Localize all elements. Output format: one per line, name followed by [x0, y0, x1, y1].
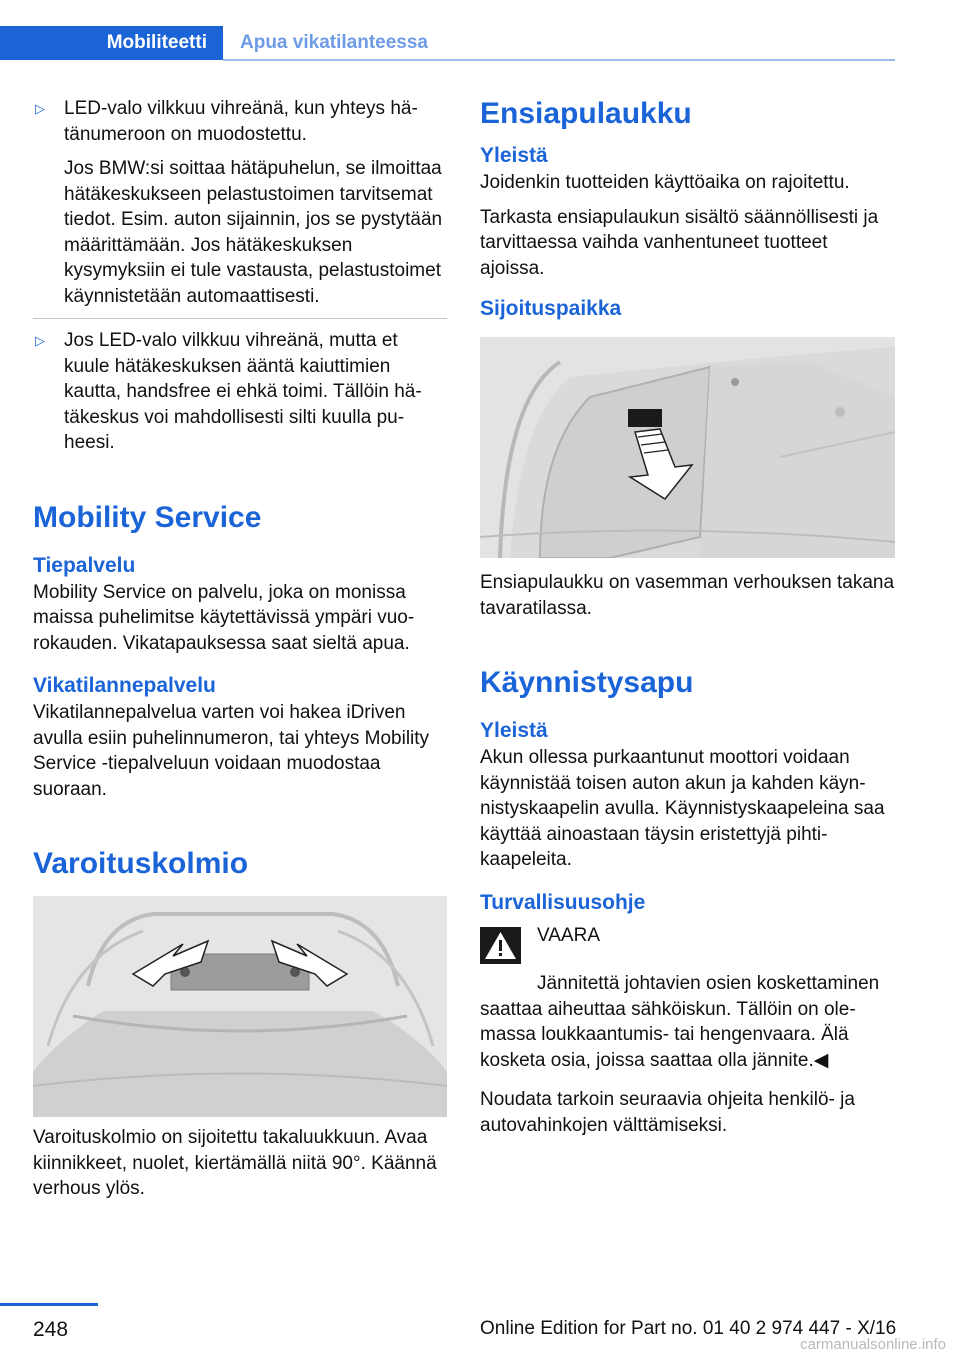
varoituskolmio-caption: Varoituskolmio on sijoitettu takaluukkuun. Avaa kiinnikkeet, nuolet, kiertämällä niitä 90°. Käännä verhous ylös.: [33, 1127, 437, 1199]
list-item-detail: Jos BMW:si soittaa hätäpuhelun, se ilmoittaa hätäkeskukseen pelastustoimen tarvitsemat tiedot. Esim. auton sijainnin, jos se pystytään määrittämään. Jos hätäkeskuksen kysymyksiin ei tule vastausta, pelastustoimet käynnistetään automaattisesti.: [64, 158, 443, 307]
kaynnistys-yleista-heading: Yleistä: [480, 719, 548, 742]
kaynnistys-paragraph-1: Akun ollessa purkaantunut moottori voidaan käynnistää toisen auton akun ja kahden käynnistyskaapelin avulla. Käynnistyskaapeleina saa käyttää ainoastaan täysin eristettyjä pihtikaapeleita.: [480, 747, 885, 870]
edition-line: Online Edition for Part no. 01 40 2 974 447 - X/16: [480, 1318, 897, 1339]
ensiapu-paragraph-1: Joidenkin tuotteiden käyttöaika on rajoitettu.: [480, 172, 850, 193]
warning-triangle-illustration: [33, 896, 447, 1117]
warning-text: Jännitettä johtavien osien koskettaminen saattaa aiheuttaa sähköiskun. Tällöin on olemassa loukkaantumis- tai hengenvaara. Älä kosketa osia, joissa saattaa olla jännite.◀: [480, 973, 880, 1071]
varoituskolmio-title: Varoituskolmio: [33, 847, 249, 880]
warning-block: [480, 921, 895, 972]
header-divider: [223, 59, 895, 61]
warning-label: VAARA: [537, 924, 601, 946]
tiepalvelu-text: Mobility Service on palvelu, joka on monissa maissa puhelimitse käytettävissä ympäri vuorokauden. Vikatapauksessa saat sieltä apua.: [33, 581, 415, 654]
bullet-triangle-icon: ▷: [35, 333, 45, 348]
sijoituspaikka-heading: Sijoituspaikka: [480, 297, 622, 320]
list-item: [33, 96, 447, 309]
breadcrumb: Apua vikatilanteessa: [240, 32, 428, 53]
list-item-text: LED-valo vilkkuu vihreänä, kun yhteys hätänumeroon on muodostettu.: [64, 98, 418, 145]
kaynnistys-paragraph-2: Noudata tarkoin seuraavia ohjeita henkilö- ja autovahinkojen välttämiseksi.: [480, 1089, 855, 1136]
list-item: [33, 318, 447, 456]
vikatilannepalvelu-heading: Vikatilannepalvelu: [33, 674, 216, 697]
watermark: carmanualsonline.info: [800, 1336, 946, 1353]
first-aid-kit-illustration: [480, 337, 895, 558]
ensiapu-paragraph-2: Tarkasta ensiapulaukun sisältö säännöllisesti ja tarvittaessa vaihda vanhentuneet tuotteet ajoissa.: [480, 206, 879, 279]
section-tab: Mobiliteetti: [0, 26, 223, 60]
tiepalvelu-heading: Tiepalvelu: [33, 553, 136, 577]
page-number: 248: [33, 1318, 69, 1341]
kaynnistysapu-title: Käynnistysapu: [480, 666, 694, 699]
warning-triangle-icon: [480, 921, 521, 972]
vikatilannepalvelu-text: Vikatilannepalvelua varten voi hakea iDriven avulla esiin puhelinnumeron, tai yhteys Mobility Service -tiepalveluun voidaan muodostaa suoraan.: [33, 702, 430, 800]
page-header: [0, 0, 895, 60]
ensiapu-caption: Ensiapulaukku on vasemman verhouksen takana tavaratilassa.: [480, 572, 895, 619]
left-column: [33, 96, 447, 1202]
footer-rule: [0, 1303, 98, 1306]
mobility-service-title: Mobility Service: [33, 500, 262, 534]
turvallisuusohje-heading: Turvallisuusohje: [480, 890, 646, 914]
bullet-triangle-icon: ▷: [35, 101, 45, 116]
ensiapu-yleista-heading: Yleistä: [480, 144, 548, 167]
right-column: [480, 96, 895, 1138]
list-item-text: Jos LED-valo vilkkuu vihreänä, mutta et kuule hätäkeskuksen ääntä kaiuttimien kautta, handsfree ei ehkä toimi. Tällöin hätäkeskus voi mahdollisesti silti kuulla puheesi.: [64, 330, 422, 453]
ensiapulaukku-title: Ensiapulaukku: [480, 97, 692, 130]
